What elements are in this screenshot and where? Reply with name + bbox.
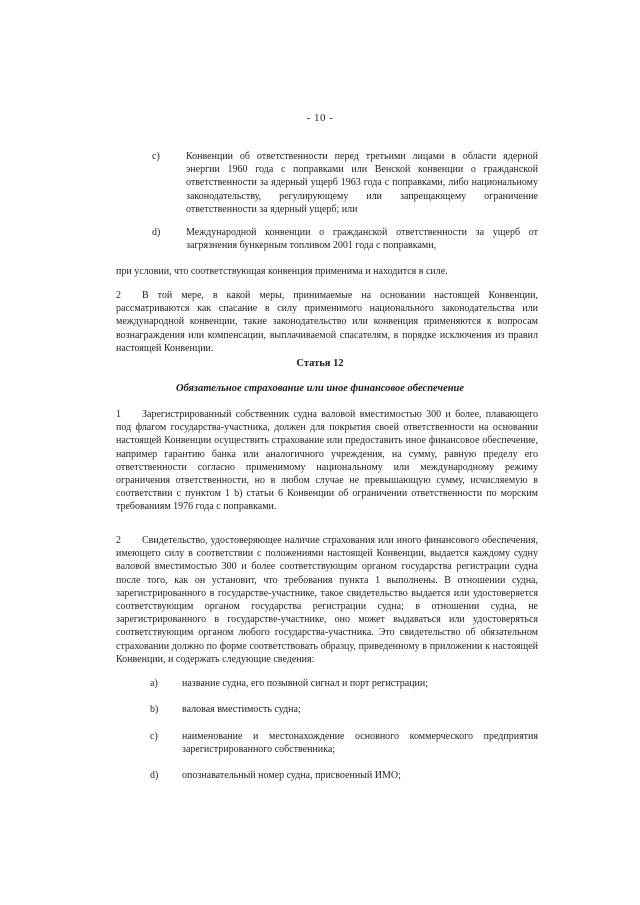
list-marker: c) [150,731,158,742]
list-marker: a) [150,678,158,689]
list-item-text: опознавательный номер судна, присвоенный ИМО; [182,770,401,781]
list-item-text: название судна, его позывной сигнал и порт регистрации; [182,678,428,689]
article-paragraph-2 [116,534,538,666]
list-item-text: Международной конвенции о гражданской ответственности за ущерб от загрязнения бункерным топливом 2001 года с поправками, [186,227,538,252]
paragraph-number: 1 [116,409,121,420]
condition-paragraph: при условии, что соответствующая конвенция применима и находится в силе. [116,266,448,277]
paragraph-number: 2 [116,290,121,301]
paragraph-number: 2 [116,535,121,546]
list-marker: c) [152,151,160,162]
list-item-text: Конвенции об ответственности перед третьими лицами в области ядерной энергии 1960 года с поправками или Венской конвенции о гражданской ответственности за ядерный ущерб 1963 года с поправками, либо национальному законодательству, регулирующему или запрещающему ограничение ответственности за ядерный ущерб; или [186,151,538,215]
list-item-text: наименование и местонахождение основного коммерческого предприятия зарегистрированного собственника; [182,731,538,756]
list-marker: d) [152,227,161,238]
list-item-text: валовая вместимость судна; [182,704,301,715]
list-marker: d) [150,770,159,781]
article-paragraph-1 [116,408,538,514]
paragraph-text: В той мере, в какой меры, принимаемые на основании настоящей Конвенции, рассматриваются как спасание в силу применимого национального законодательства или международной конвенции, такие законодательство или конвенция применяются к вопросам вознаграждения или компенсации, выплачиваемой спасателям, в порядке исключения из правил настоящей Конвенции. [116,290,538,354]
article-subtitle: Обязательное страхование или иное финансовое обеспечение [175,383,465,394]
paragraph-2 [116,289,538,355]
paragraph-text: Зарегистрированный собственник судна валовой вместимостью 300 и более, плавающего под флагом государства-участника, должен для покрытия своей ответственности на основании настоящей Конвенции осуществить страхование или предоставить иное финансовое обеспечение, например гарантию банка или аналогичного учреждения, на сумму, равную пределу его ответственности согласно применимому национальному или международному режиму ограничения ответственности, но в любом случае не превышающую сумму, исчисляемую в соответствии с пунктом 1 b) статьи 6 Конвенции об ограничении ответственности по морским требованиям 1976 года с поправками. [116,409,538,513]
list-marker: b) [150,704,159,715]
article-title: Статья 12 [296,358,344,369]
paragraph-text: Свидетельство, удостоверяющее наличие страхования или иного финансового обеспечения, имеющего силу в соответствии с положениями настоящей Конвенции, выдается каждому судну валовой вместимостью 300 и более соответствующим органом государства регистрации судна после того, как он установит, что требования пункта 1 выполнены. В отношении судна, зарегистрированного в государстве-участнике, такое свидетельство выдается или удостоверяется соответствующим органом государства регистрации судна; в отношении судна, не зарегистрированного в государстве-участнике, оно может выдаваться или удостоверяться соответствующим органом любого государства-участника. Это свидетельство об обязательном страховании должно по форме соответствовать образцу, приведенному в приложении к настоящей Конвенции, и содержать следующие сведения: [116,535,538,665]
page-number: - 10 - [306,112,334,124]
